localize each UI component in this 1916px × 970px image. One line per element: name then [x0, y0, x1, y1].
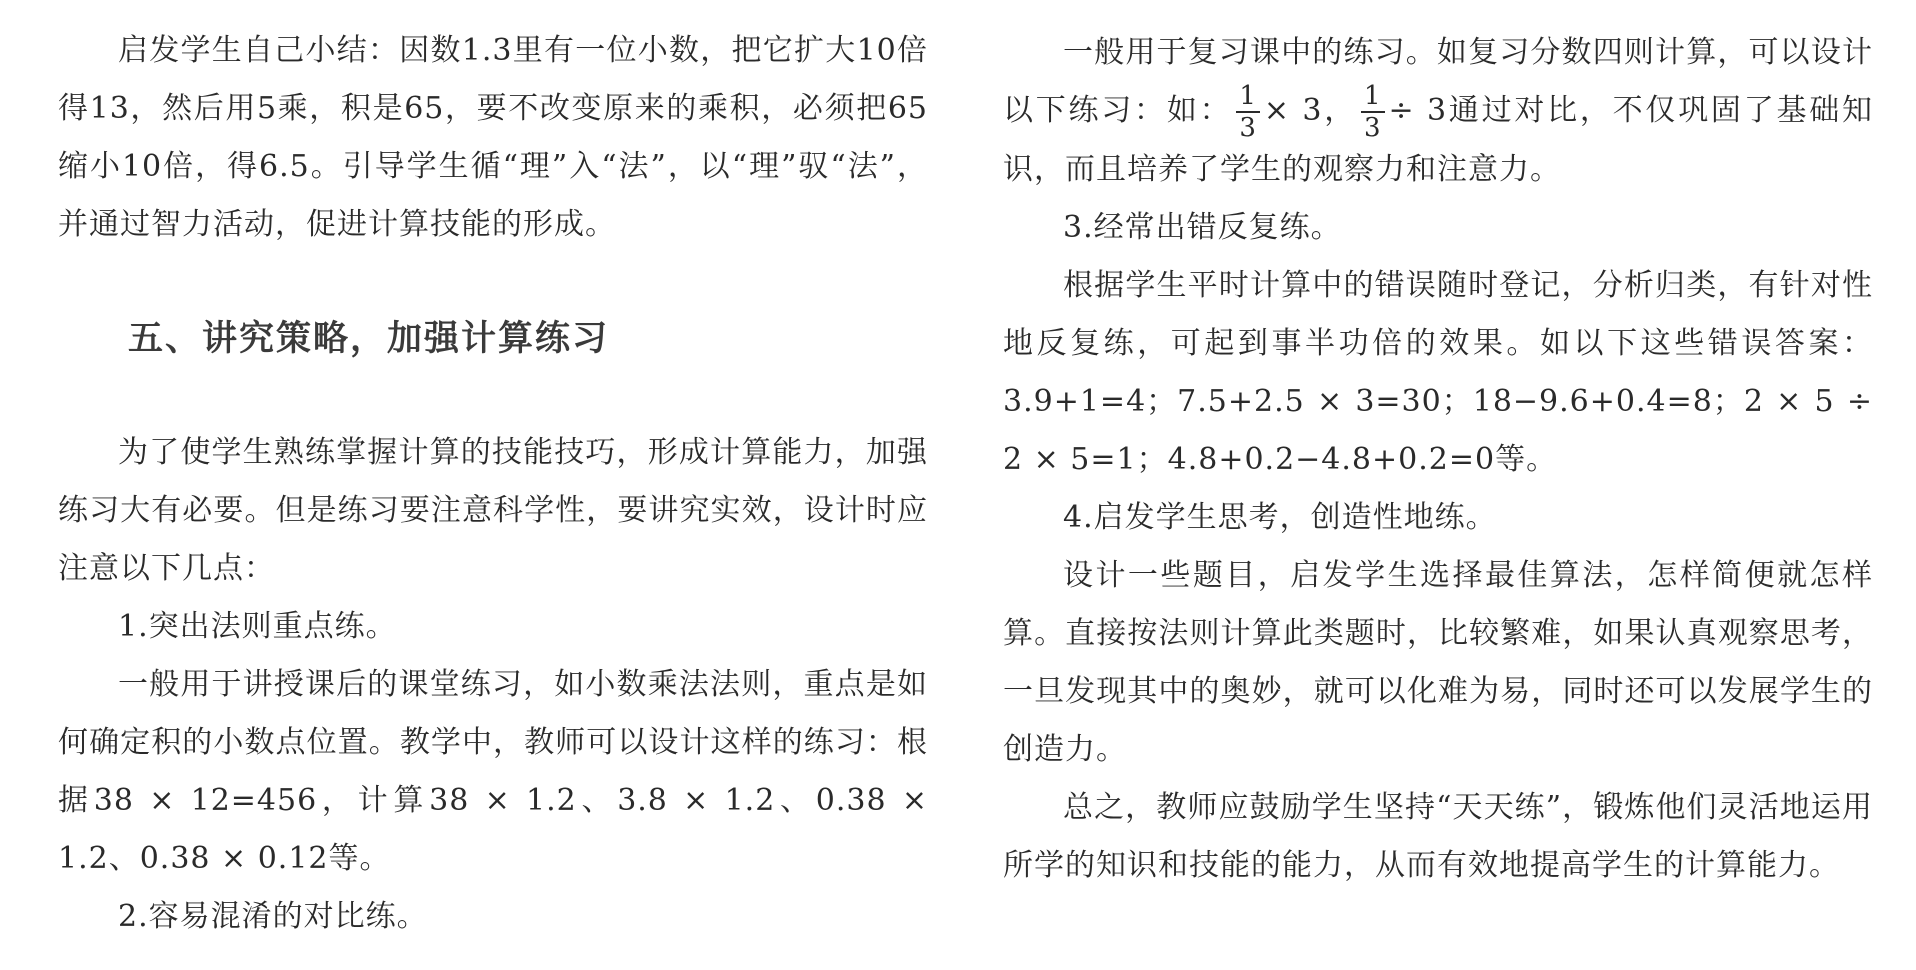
- text-run: ÷ 3通过对比，不仅巩固了基础知识，而且培养了学生的观察力和注意力。: [1003, 93, 1873, 187]
- paragraph-summary: 启发学生自己小结：因数1.3里有一位小数，把它扩大10倍得13，然后用5乘，积是65，要不改变原来的乘积，必须把65缩小10倍，得6.5。引导学生循“理”入“法”，以“理”驭“法”，并通过智力活动，促进计算技能的形成。: [58, 33, 928, 242]
- fraction-denominator: 3: [1239, 113, 1257, 143]
- left-column: [58, 22, 928, 946]
- fraction-numerator: 1: [1361, 83, 1385, 113]
- fraction-denominator: 3: [1363, 113, 1382, 143]
- section-heading: 五、讲究策略，加强计算练习: [128, 319, 610, 359]
- fraction-numerator: 1: [1236, 83, 1260, 113]
- paragraph-conclusion: 总之，教师应鼓励学生坚持“天天练”，锻炼他们灵活地运用所学的知识和技能的能力，从而有效地提高学生的计算能力。: [1003, 790, 1873, 883]
- list-item-4-title: 4.启发学生思考，创造性地练。: [1063, 500, 1497, 535]
- paragraph-item-4: 设计一些题目，启发学生选择最佳算法，怎样简便就怎样算。直接按法则计算此类题时，比较繁难，如果认真观察思考，一旦发现其中的奥妙，就可以化难为易，同时还可以发展学生的创造力。: [1003, 558, 1873, 767]
- paragraph-intro: 为了使学生熟练掌握计算的技能技巧，形成计算能力，加强练习大有必要。但是练习要注意科学性，要讲究实效，设计时应注意以下几点：: [58, 435, 928, 586]
- paragraph-item-2: [1003, 24, 1873, 199]
- fraction-one-third: [1361, 83, 1385, 141]
- right-column: [1003, 24, 1873, 895]
- fraction-one-third: [1236, 83, 1260, 141]
- spacer: [58, 254, 928, 310]
- text-run: 一般用于复习课中的练习。如复习分数四则计算，可以设计以下练习：如：: [1003, 35, 1873, 128]
- spacer: [58, 368, 928, 424]
- list-item-2-title: 2.容易混淆的对比练。: [118, 899, 428, 934]
- paragraph-item-3: 根据学生平时计算中的错误随时登记，分析归类，有针对性地反复练，可起到事半功倍的效果。如以下这些错误答案：3.9+1=4；7.5+2.5 × 3=30；18−9.6+0.4=8；2 × 5 ÷ 2 × 5=1；4.8+0.2−4.8+0.2=0等。: [1003, 268, 1873, 477]
- list-item-3-title: 3.经常出错反复练。: [1063, 210, 1342, 245]
- list-item-1-title: 1.突出法则重点练。: [118, 609, 397, 644]
- text-run: × 3，: [1263, 93, 1357, 128]
- paragraph-item-1: 一般用于讲授课后的课堂练习，如小数乘法法则，重点是如何确定积的小数点位置。教学中，教师可以设计这样的练习：根据38 × 12=456，计算38 × 1.2、3.8 × 1.2、0.38 × 1.2、0.38 × 0.12等。: [58, 667, 928, 876]
